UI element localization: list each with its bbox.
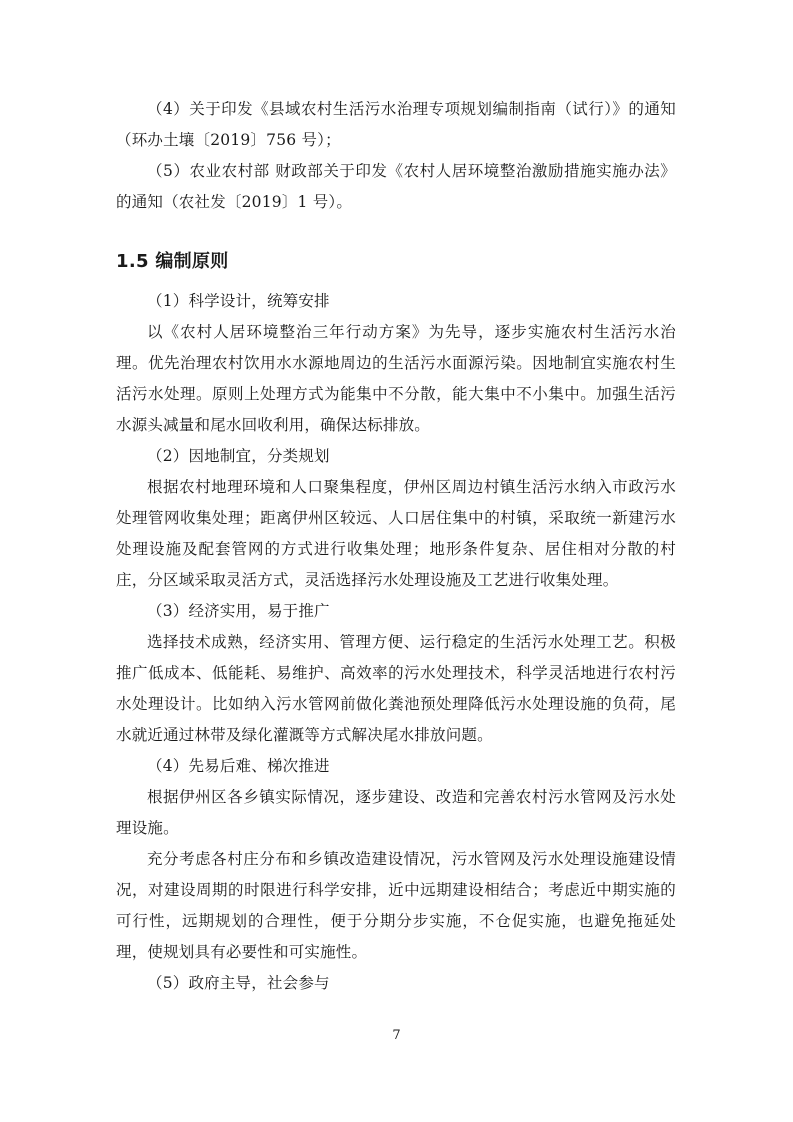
principle-paragraph-3: 选择技术成熟，经济实用、管理方便、运行稳定的生活污水处理工艺。积极推广低成本、低能耗、易维护、高效率的污水处理技术，科学灵活地进行农村污水处理设计。比如纳入污水管网前做化粪池预处理降低污水处理设施的负荷，尾水就近通过林带及绿化灌溉等方式解决尾水排放问题。 xyxy=(116,633,676,744)
document-page xyxy=(116,94,676,999)
principle-title-2: （2）因地制宜，分类规划 xyxy=(147,447,330,465)
principle-paragraph-2: 根据农村地理环境和人口聚集程度，伊州区周边村镇生活污水纳入市政污水处理管网收集处理；距离伊州区较远、人口居住集中的村镇，采取统一新建污水处理设施及配套管网的方式进行收集处理；地形条件复杂、居住相对分散的村庄，分区域采取灵活方式，灵活选择污水处理设施及工艺进行收集处理。 xyxy=(116,478,676,589)
principle-paragraph-4a: 根据伊州区各乡镇实际情况，逐步建设、改造和完善农村污水管网及污水处理设施。 xyxy=(116,788,676,837)
principle-title-1: （1）科学设计，统筹安排 xyxy=(147,292,330,310)
reference-item-4: （4）关于印发《县域农村生活污水治理专项规划编制指南（试行）》的通知（环办土壤〔2019〕756 号）； xyxy=(116,100,676,149)
section-heading: 1.5 编制原则 xyxy=(116,251,229,272)
page-number: 7 xyxy=(392,1028,401,1043)
reference-item-5: （5）农业农村部 财政部关于印发《农村人居环境整治激励措施实施办法》的通知（农社发〔2019〕1 号）。 xyxy=(116,162,676,211)
principle-title-4: （4）先易后难、梯次推进 xyxy=(147,757,330,775)
principle-title-5: （5）政府主导，社会参与 xyxy=(147,974,330,992)
principle-paragraph-4b: 充分考虑各村庄分布和乡镇改造建设情况，污水管网及污水处理设施建设情况，对建设周期的时限进行科学安排，近中远期建设相结合；考虑近中期实施的可行性，远期规划的合理性，便于分期分步实施，不仓促实施，也避免拖延处理，使规划具有必要性和可实施性。 xyxy=(116,850,676,961)
principle-paragraph-1: 以《农村人居环境整治三年行动方案》为先导，逐步实施农村生活污水治理。优先治理农村饮用水水源地周边的生活污水面源污染。因地制宜实施农村生活污水处理。原则上处理方式为能集中不分散，能大集中不小集中。加强生活污水源头减量和尾水回收利用，确保达标排放。 xyxy=(116,323,676,434)
principle-title-3: （3）经济实用，易于推广 xyxy=(147,602,330,620)
